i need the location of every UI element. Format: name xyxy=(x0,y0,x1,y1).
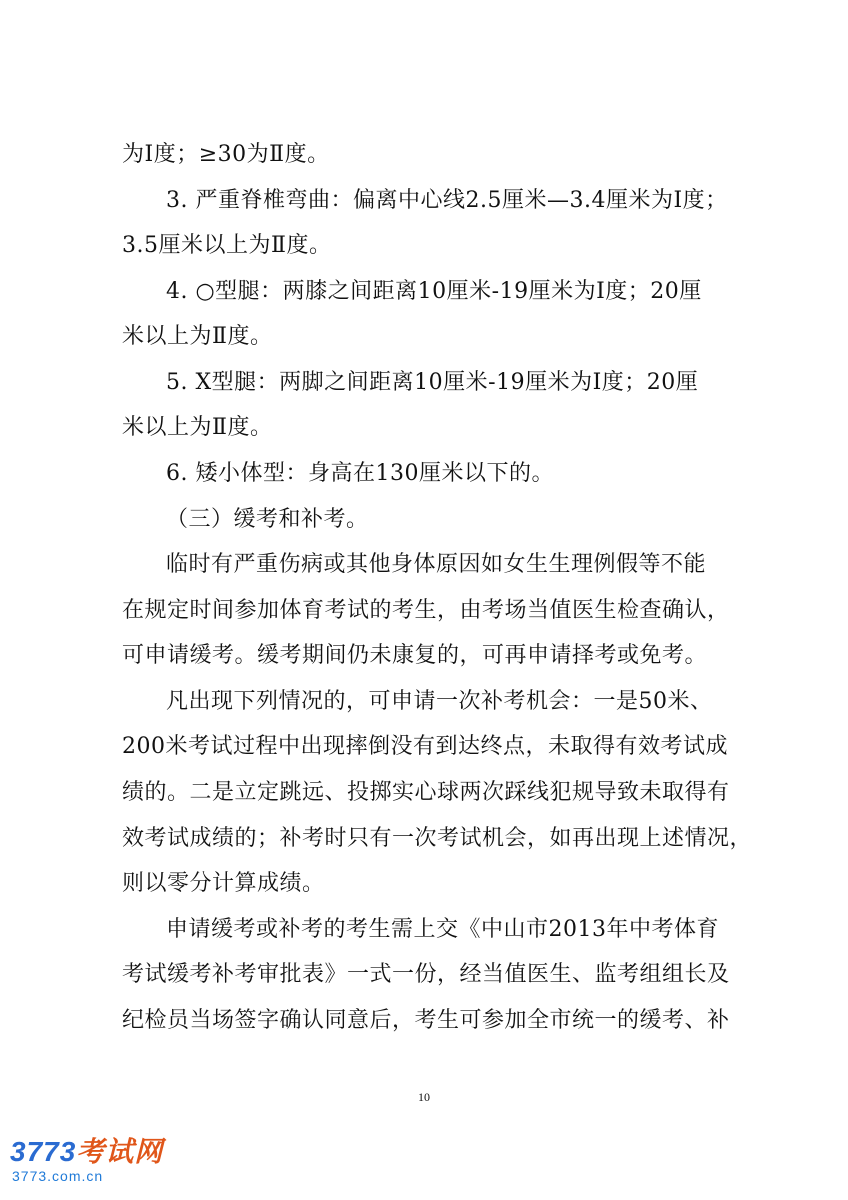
watermark-site-url: 3773.com.cn xyxy=(12,1168,104,1184)
body-line: 绩的。二是立定跳远、投掷实心球两次踩线犯规导致未取得有 xyxy=(122,780,730,805)
body-line: 凡出现下列情况的，可申请一次补考机会：一是50米、 xyxy=(166,689,713,714)
body-line: 申请缓考或补考的考生需上交《中山市2013年中考体育 xyxy=(166,917,719,942)
body-line: 考试缓考补考审批表》一式一份，经当值医生、监考组组长及 xyxy=(122,962,730,987)
body-line: 米以上为Ⅱ度。 xyxy=(122,324,273,349)
site-watermark-logo[interactable] xyxy=(10,1136,180,1196)
body-line: 米以上为Ⅱ度。 xyxy=(122,415,273,440)
body-line: 纪检员当场签字确认同意后，考生可参加全市统一的缓考、补 xyxy=(122,1008,730,1033)
body-line: 为Ⅰ度；≥30为Ⅱ度。 xyxy=(122,142,330,167)
body-line: 3.5厘米以上为Ⅱ度。 xyxy=(122,233,332,258)
body-line: 200米考试过程中出现摔倒没有到达终点，未取得有效考试成 xyxy=(122,734,728,759)
body-line: 效考试成绩的；补考时只有一次考试机会，如再出现上述情况， xyxy=(122,826,753,851)
body-line: 5. X型腿：两脚之间距离10厘米-19厘米为Ⅰ度；20厘 xyxy=(166,370,699,395)
body-line: 临时有严重伤病或其他身体原因如女生生理例假等不能 xyxy=(166,552,707,577)
body-line: 则以零分计算成绩。 xyxy=(122,871,325,896)
body-line: 3. 严重脊椎弯曲：偏离中心线2.5厘米—3.4厘米为Ⅰ度； xyxy=(166,188,728,213)
body-line: 4. ○型腿：两膝之间距离10厘米-19厘米为Ⅰ度；20厘 xyxy=(166,279,702,304)
body-line: 6. 矮小体型：身高在130厘米以下的。 xyxy=(166,461,554,486)
body-line: 在规定时间参加体育考试的考生，由考场当值医生检查确认， xyxy=(122,598,730,623)
watermark-logo-number: 3773 xyxy=(10,1136,77,1167)
page-number: 10 xyxy=(418,1090,430,1104)
watermark-logo-text: 考试网 xyxy=(76,1136,164,1167)
body-line: 可申请缓考。缓考期间仍未康复的，可再申请择考或免考。 xyxy=(122,643,708,668)
section-heading: （三）缓考和补考。 xyxy=(166,507,369,532)
